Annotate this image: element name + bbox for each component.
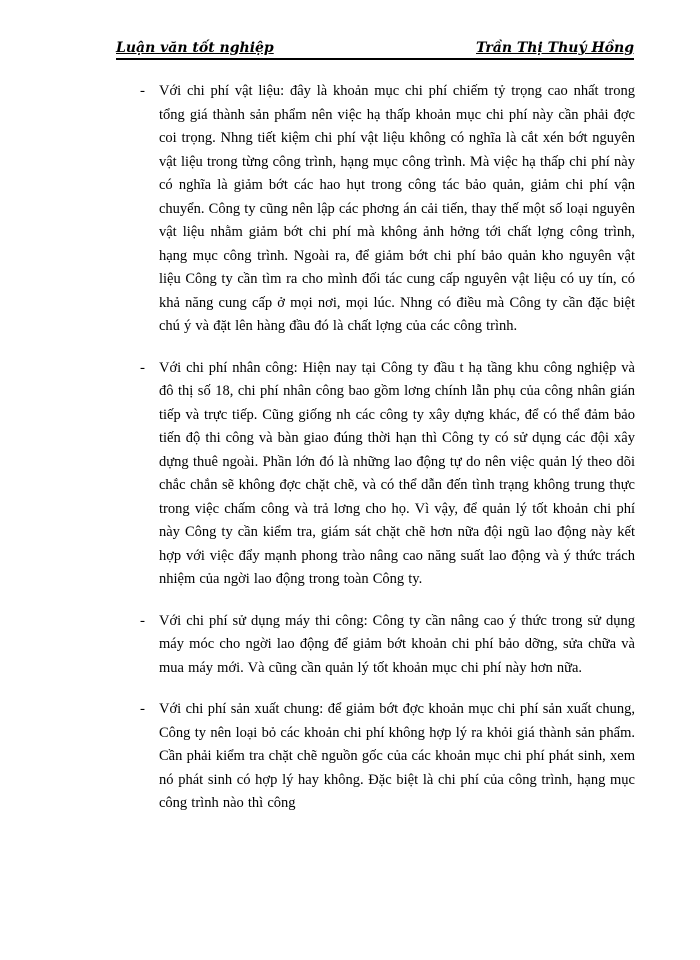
list-item-machine-cost [140,610,635,681]
paragraph-labor-cost: Với chi phí nhân công: Hiện nay tại Công ty đầu t hạ tầng khu công nghiệp và đô thị số 18, chi phí nhân công bao gồm lơng chính lẫn phụ của công nhân gián tiếp và trực tiếp. Cũng giống nh các công ty xây dựng khác, để có thể đảm bảo tiến độ thi công và bàn giao đúng thời hạn thì Công ty có sử dụng các đội xây dựng thuê ngoài. Phần lớn đó là những lao động tự do nên việc quản lý theo dõi chắc chắn sẽ không đợc chặt chẽ, và có thể dẫn đến tình trạng không trung thực trong việc chấm công và trả lơng cho họ. Vì vậy, để quản lý tốt khoản chi phí này Công ty cần kiểm tra, giám sát chặt chẽ hơn nữa đội ngũ lao động này kết hợp với việc đẩy mạnh phong trào nâng cao năng suất lao động và ý thức trách nhiệm của ngời lao động trong toàn Công ty. [159,359,635,587]
document-body [140,80,635,834]
list-item-overhead-cost [140,698,635,816]
header-thesis-title: Luận văn tốt nghiệp [116,40,274,56]
dash-bullet: - [140,701,145,717]
page-header [116,38,634,60]
list-item-material-cost [140,80,635,339]
list-item-labor-cost [140,357,635,592]
paragraph-machine-cost: Với chi phí sử dụng máy thi công: Công ty cần nâng cao ý thức trong sử dụng máy móc cho ngời lao động để giảm bớt khoản chi phí bảo dỡng, sửa chữa và mua máy mới. Và cũng cần quản lý tốt khoản mục chi phí này hơn nữa. [159,612,635,676]
paragraph-overhead-cost: Với chi phí sản xuất chung: để giảm bớt đợc khoản mục chi phí sản xuất chung, Công ty nên loại bỏ các khoản chi phí không hợp lý ra khỏi giá thành sản phẩm. Cần phải kiểm tra chặt chẽ nguồn gốc của các khoản mục chi phí phát sinh, xem nó phát sinh có hợp lý hay không. Đặc biệt là chi phí của công trình, hạng mục công trình nào thì công [159,701,635,811]
dash-bullet: - [140,612,145,629]
dash-bullet: - [140,83,145,99]
paragraph-material-cost: Với chi phí vật liệu: đây là khoản mục chi phí chiếm tỷ trọng cao nhất trong tổng giá thành sản phẩm nên việc hạ thấp khoản mục chi phí này cần phải đợc coi trọng. Nhng tiết kiệm chi phí vật liệu không có nghĩa là cắt xén bớt nguyên vật liệu trong từng công trình, hạng mục công trình. Mà việc hạ thấp chi phí này có nghĩa là giảm bớt các hao hụt trong công tác bảo quản, giảm chi phí vận chuyển. Công ty cũng nên lập các phơng án cải tiến, thay thế một số loại nguyên vật liệu nhằm giảm bớt chi phí mà không ảnh hởng tới chất lợng công trình, hạng mục công trình. Ngoài ra, để giảm bớt chi phí bảo quản kho nguyên vật liệu Công ty cần tìm ra cho mình đối tác cung cấp nguyên vật liệu có uy tín, có khả năng cung cấp ở mọi nơi, mọi lúc. Nhng có điều mà Công ty cần đặc biệt chú ý và đặt lên hàng đầu đó là chất lợng của các công trình. [159,83,635,334]
dash-bullet: - [140,359,145,376]
header-author-name: Trần Thị Thuý Hồng [475,40,634,56]
